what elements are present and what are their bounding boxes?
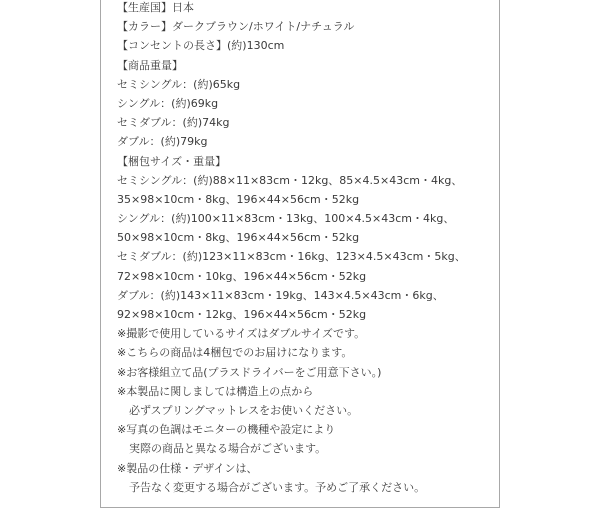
spec-line: シングル：(約)100×11×83cm・13kg、100×4.5×43cm・4kg、 <box>117 212 455 226</box>
spec-line: ※本製品に関しましては構造上の点から <box>117 384 314 398</box>
spec-line: セミシングル：(約)88×11×83cm・12kg、85×4.5×43cm・4kg、 <box>117 173 463 187</box>
spec-line: 【コンセントの長さ】(約)130cm <box>117 39 285 53</box>
spec-line: 35×98×10cm・8kg、196×44×56cm・52kg <box>117 192 360 206</box>
spec-line: セミダブル：(約)74kg <box>117 116 230 130</box>
spec-line: 92×98×10cm・12kg、196×44×56cm・52kg <box>117 308 367 321</box>
spec-line: セミダブル：(約)123×11×83cm・16kg、123×4.5×43cm・5kg、 <box>117 250 466 264</box>
spec-line: ※お客様組立て品(プラスドライバーをご用意下さい。) <box>117 365 382 379</box>
spec-line: セミシングル：(約)65kg <box>117 77 241 91</box>
spec-line: ※こちらの商品は4梱包でのお届けになります。 <box>117 346 353 360</box>
spec-line: シングル：(約)69kg <box>117 96 219 110</box>
spec-line: 72×98×10cm・10kg、196×44×56cm・52kg <box>117 269 367 283</box>
spec-list <box>117 0 466 497</box>
spec-line: ダブル：(約)79kg <box>117 135 208 149</box>
spec-line: ※写真の色調はモニターの機種や設定により <box>117 423 336 437</box>
spec-line: 【カラー】ダークブラウン/ホワイト/ナチュラル <box>117 20 355 34</box>
spec-line: 予告なく変更する場合がございます。予めご了承ください。 <box>129 480 426 494</box>
spec-line: 実際の商品と異なる場合がございます。 <box>129 442 327 456</box>
spec-line: 50×98×10cm・8kg、196×44×56cm・52kg <box>117 231 360 245</box>
spec-line: 【生産国】日本 <box>117 1 194 14</box>
spec-line: 必ずスプリングマットレスをお使いください。 <box>129 403 359 417</box>
spec-line: 【商品重量】 <box>117 58 183 72</box>
spec-line: ダブル：(約)143×11×83cm・19kg、143×4.5×43cm・6kg、 <box>117 288 444 302</box>
spec-line: 【梱包サイズ・重量】 <box>117 154 227 168</box>
spec-line: ※撮影で使用しているサイズはダブルサイズです。 <box>117 327 366 341</box>
spec-line: ※製品の仕様・デザインは、 <box>117 461 258 475</box>
product-spec-box <box>100 0 500 508</box>
